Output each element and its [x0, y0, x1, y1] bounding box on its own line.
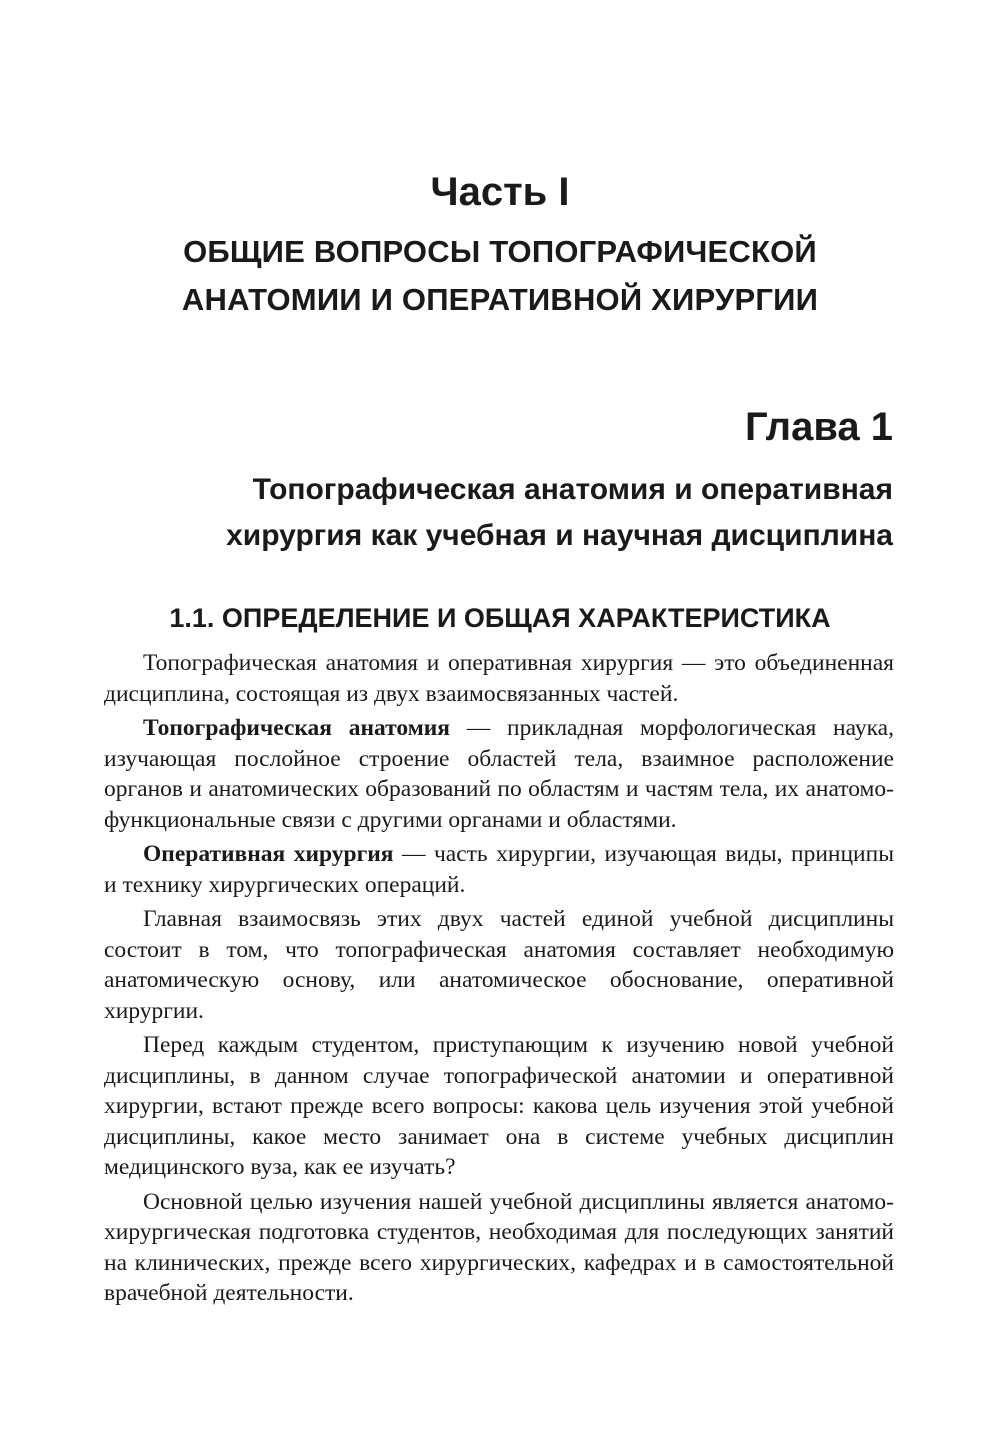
chapter-title-line-2: хирургия как учебная и научная дисциплина — [226, 519, 893, 552]
paragraph-1: Топографическая анатомия и оперативная хирургия — это объединенная дисциплина, состоящая из двух взаимосвязанных частей. — [104, 650, 894, 707]
paragraph-4: Главная взаимосвязь этих двух частей единой учебной дисциплины состоит в том, что топографическая анатомия составляет необходимую анатомическую основу, или анатомическое обоснование, оперативной хирургии. — [104, 906, 894, 1024]
chapter-title-line-1: Топографическая анатомия и оперативная — [252, 473, 893, 506]
paragraph-3-text: — часть хирургии, изучающая виды, принципы и технику хирургических операций. — [104, 841, 894, 898]
term-operative-surgery: Оперативная хирургия — [143, 841, 394, 867]
part-subtitle-line-1: ОБЩИЕ ВОПРОСЫ ТОПОГРАФИЧЕСКОЙ — [183, 234, 817, 269]
paragraph-2-text: — прикладная морфологическая наука, изучающая послойное строение областей тела, взаимное расположение органов и анатомических образований по областям и частям тела, их анатомо-функциональные связи с другими органами и областями. — [104, 715, 894, 833]
body-text — [104, 648, 894, 1313]
paragraph-3 — [104, 839, 894, 900]
part-subtitle-line-2: АНАТОМИИ И ОПЕРАТИВНОЙ ХИРУРГИИ — [181, 282, 819, 317]
paragraph-2 — [104, 713, 894, 835]
part-title: Часть I — [430, 170, 570, 214]
part-subtitle — [0, 228, 1000, 324]
section-heading: 1.1. ОПРЕДЕЛЕНИЕ И ОБЩАЯ ХАРАКТЕРИСТИКА — [169, 603, 831, 633]
chapter-label: Глава 1 — [744, 405, 893, 449]
term-topographic-anatomy: Топографическая анатомия — [143, 715, 450, 741]
paragraph-6: Основной целью изучения нашей учебной дисциплины является анатомо-хирургическая подготовка студентов, необходимая для последующих занятий на клинических, прежде всего хирургических, кафедрах и в самостоятельной врачебной деятельности. — [104, 1188, 894, 1306]
chapter-title — [93, 467, 893, 559]
paragraph-5: Перед каждым студентом, приступающим к изучению новой учебной дисциплины, в данном случае топографической анатомии и оперативной хирургии, встают прежде всего вопросы: какова цель изучения этой учебной дисциплины, какое место занимает она в системе учебных дисциплин медицинского вуза, как ее изучать? — [104, 1032, 894, 1180]
